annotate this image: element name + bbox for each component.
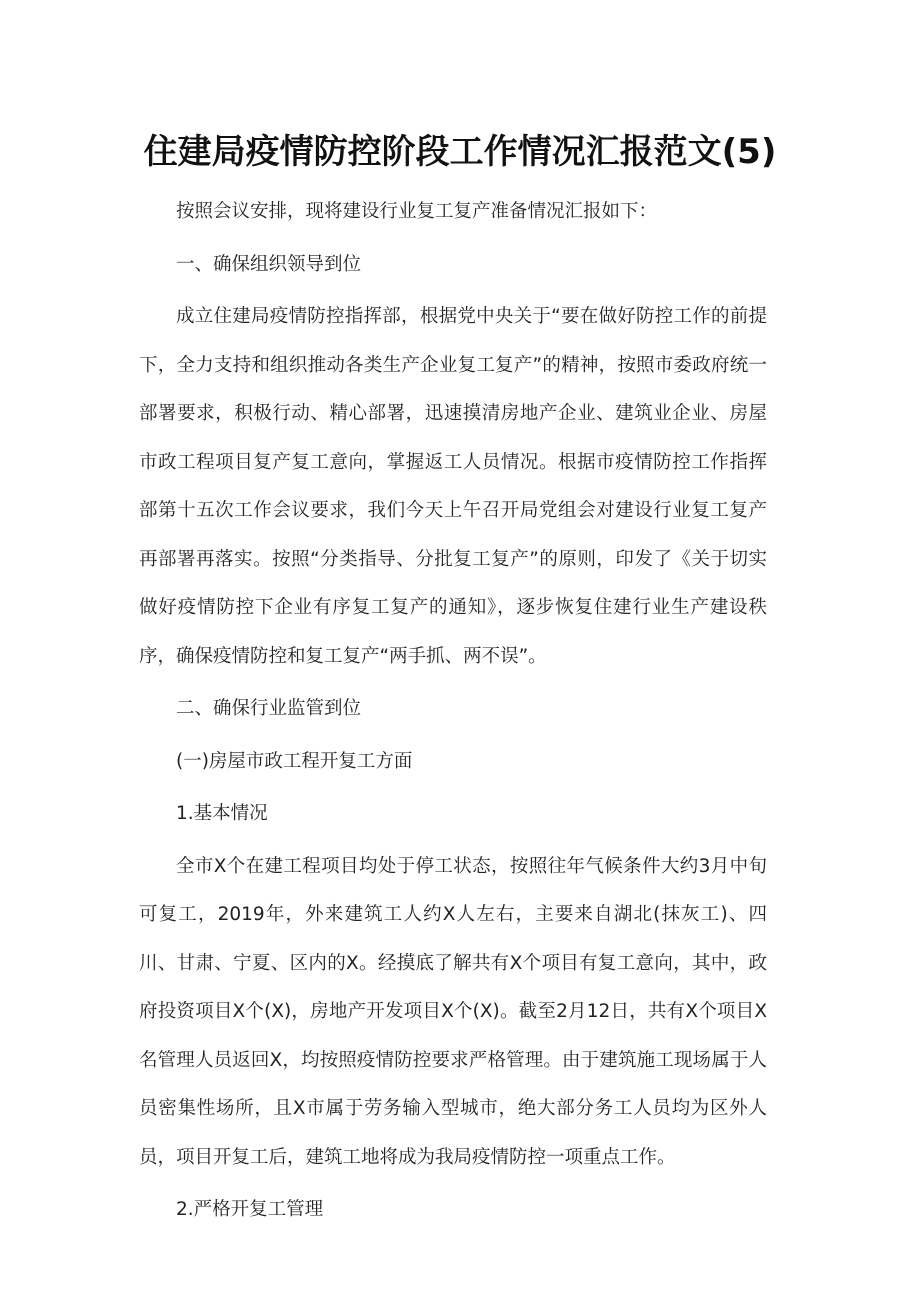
item-heading-basic-situation: 1.基本情况	[176, 803, 268, 824]
document-body	[139, 188, 767, 1235]
section-1-paragraph: 成立住建局疫情防控指挥部，根据党中央关于“要在做好防控工作的前提下，全力支持和组织推动各类生产企业复工复产”的精神，按照市委政府统一部署要求，积极行动、精心部署，迅速摸清房地产企业、建筑业企业、房屋市政工程项目复产复工意向，掌握返工人员情况。根据市疫情防控工作指挥部第十五次工作会议要求，我们今天上午召开局党组会对建设行业复工复产再部署再落实。按照“分类指导、分批复工复产”的原则，印发了《关于切实做好疫情防控下企业有序复工复产的通知》，逐步恢复住建行业生产建设秩序，确保疫情防控和复工复产“两手抓、两不误”。	[139, 306, 767, 667]
subsection-heading-1: (一)房屋市政工程开复工方面	[176, 750, 413, 772]
section-heading-1: 一、确保组织领导到位	[176, 253, 362, 275]
item-heading-strict-management: 2.严格开复工管理	[176, 1199, 324, 1220]
section-heading-2: 二、确保行业监管到位	[176, 698, 362, 719]
intro-paragraph: 按照会议安排，现将建设行业复工复产准备情况汇报如下：	[176, 201, 658, 222]
basic-situation-paragraph: 全市X个在建工程项目均处于停工状态，按照往年气候条件大约3月中旬可复工，2019年，外来建筑工人约X人左右，主要来自湖北(抹灰工)、四川、甘肃、宁夏、区内的X。经摸底了解共有X个项目有复工意向，其中，政府投资项目X个(X)，房地产开发项目X个(X)。截至2月12日，共有X个项目X名管理人员返回X，均按照疫情防控要求严格管理。由于建筑施工现场属于人员密集性场所，且X市属于劳务输入型城市，绝大部分务工人员均为区外人员，项目开复工后，建筑工地将成为我局疫情防控一项重点工作。	[139, 855, 767, 1168]
document-title: 住建局疫情防控阶段工作情况汇报范文(5)	[143, 132, 777, 172]
